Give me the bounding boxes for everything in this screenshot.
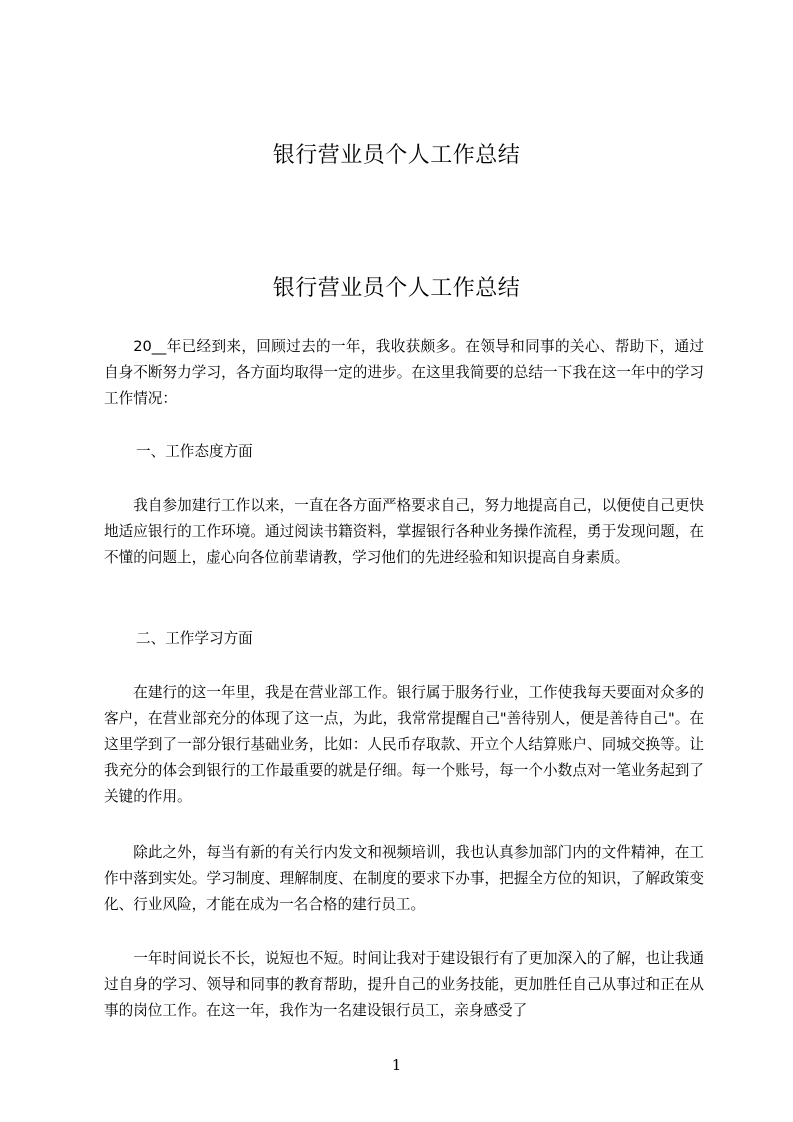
section-heading-attitude: 一、工作态度方面 xyxy=(136,443,253,460)
training-paragraph: 除此之外，每当有新的有关行内发文和视频培训，我也认真参加部门内的文件精神，在工作中落到实处。学习制度、理解制度、在制度的要求下办事，把握全方位的知识，了解政策变化、行业风险，才能在成为一名合格的建行员工。 xyxy=(104,844,704,913)
section-heading-study: 二、工作学习方面 xyxy=(136,630,253,647)
document-header-title: 银行营业员个人工作总结 xyxy=(272,143,521,168)
page-number: 1 xyxy=(391,1056,402,1074)
study-paragraph: 在建行的这一年里，我是在营业部工作。银行属于服务行业，工作使我每天要面对众多的客户，在营业部充分的体现了这一点，为此，我常常提醒自己"善待别人，便是善待自己"。在这里学到了一部分银行基础业务，比如：人民币存取款、开立个人结算账户、同城交换等。让我充分的体会到银行的工作最重要的就是仔细。每一个账号，每一个小数点对一笔业务起到了关键的作用。 xyxy=(104,684,704,805)
intro-paragraph: 20__年已经到来，回顾过去的一年，我收获颇多。在领导和同事的关心、帮助下，通过自身不断努力学习，各方面均取得一定的进步。在这里我简要的总结一下我在这一年中的学习工作情况： xyxy=(104,338,704,407)
attitude-paragraph: 我自参加建行工作以来，一直在各方面严格要求自己，努力地提高自己，以便使自己更快地适应银行的工作环境。通过阅读书籍资料，掌握银行各种业务操作流程，勇于发现问题，在不懂的问题上，虚心向各位前辈请教，学习他们的先进经验和知识提高自身素质。 xyxy=(104,497,704,566)
document-main-title: 银行营业员个人工作总结 xyxy=(272,276,521,301)
year-summary-paragraph: 一年时间说长不长，说短也不短。时间让我对于建设银行有了更加深入的了解，也让我通过自身的学习、领导和同事的教育帮助，提升自己的业务技能，更加胜任自己从事过和正在从事的岗位工作。在这一年，我作为一名建设银行员工，亲身感受了 xyxy=(104,950,704,1019)
